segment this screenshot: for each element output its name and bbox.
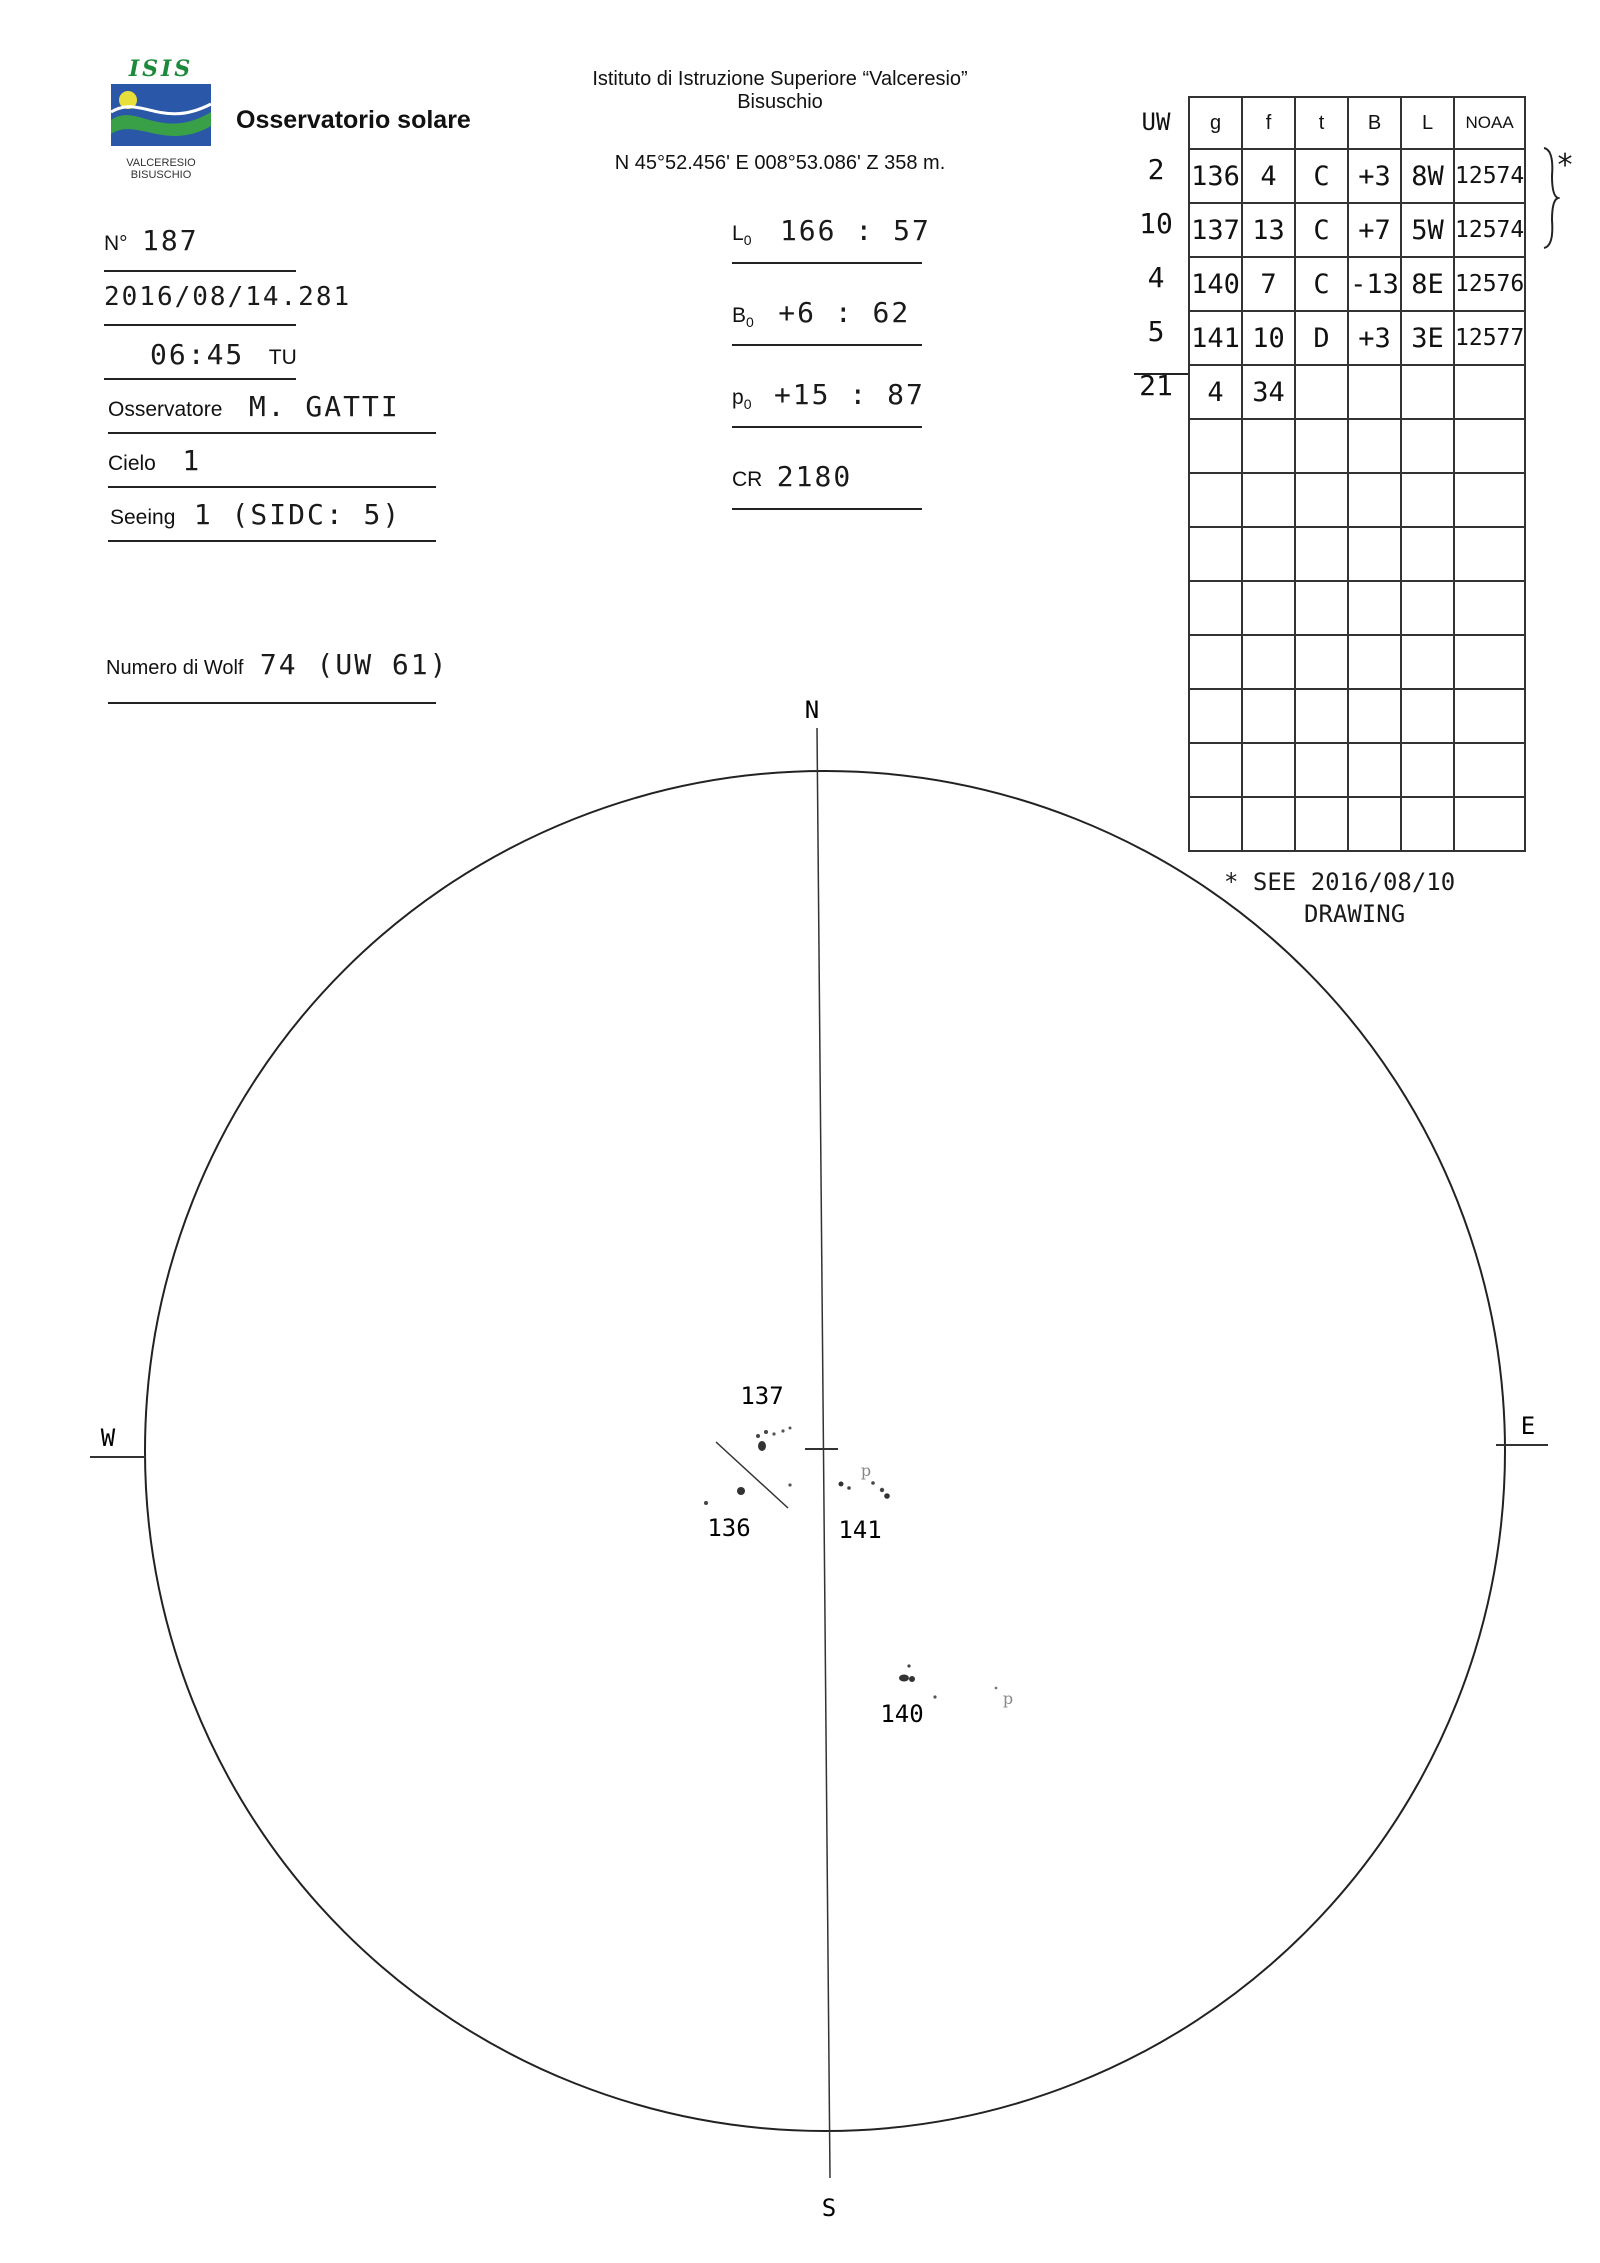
observer-label: Osservatore [108,398,223,421]
table-cell: +3 [1348,311,1401,365]
table-note-line-2: DRAWING [1304,900,1406,928]
record-number-value: 187 [142,224,199,257]
sunspot-group-141 [839,1481,890,1499]
uw-value: 5 [1147,315,1165,348]
table-cell: 7 [1242,257,1295,311]
wolf-label: Numero di Wolf [106,657,244,679]
uw-value: 4 [1147,261,1165,294]
l0-label: L [732,222,744,245]
column-header: B [1348,97,1401,149]
p0-value: +15 : 87 [773,378,925,411]
table-cell: +7 [1348,203,1401,257]
table-cell: 3E [1401,311,1454,365]
column-header: NOAA [1454,97,1525,149]
west-label: W [100,1424,116,1452]
bracket-asterisk: * [1556,148,1575,183]
logo-caption-2: BISUSCHIO [130,169,192,181]
column-header: L [1401,97,1454,149]
sky-label: Cielo [108,452,156,475]
north-south-axis [817,728,830,2178]
table-cell: 12574 [1454,149,1525,203]
seeing-label: Seeing [110,506,176,529]
observer-value: M. GATTI [248,390,400,423]
seeing-value: 1 (SIDC: 5) [193,498,402,531]
b0-value: +6 : 62 [778,296,911,329]
table-cell: 5W [1401,203,1454,257]
table-note-line-1: * SEE 2016/08/10 [1224,868,1456,896]
table-cell: C [1295,149,1348,203]
p0-label: p [732,386,744,409]
column-header: f [1242,97,1295,149]
table-cell: 136 [1189,149,1242,203]
group-136-pointer [716,1442,788,1508]
table-cell: C [1295,203,1348,257]
table-cell: 12576 [1454,257,1525,311]
north-label: N [804,696,820,724]
cr-value: 2180 [776,460,853,493]
table-cell: 34 [1242,365,1295,419]
group-label-136: 136 [707,1514,751,1542]
east-label: E [1520,1412,1536,1440]
observation-time-value: 06:45 [150,338,245,371]
table-cell: 8E [1401,257,1454,311]
group-label-137: 137 [740,1382,784,1410]
table-cell: 4 [1189,365,1242,419]
record-number-label: N° [104,232,128,255]
l0-value: 166 : 57 [779,214,931,247]
cr-label: CR [732,468,763,491]
b0-label: B [732,304,747,327]
l0-subscript: 0 [743,232,752,249]
table-cell: 137 [1189,203,1242,257]
uw-value: 21 [1139,369,1173,402]
penumbra-mark-141: p [860,1461,872,1480]
wolf-value: 74 (UW 61) [259,648,449,681]
group-label-141: 141 [838,1516,882,1544]
table-cell: -13 [1348,257,1401,311]
table-cell: C [1295,257,1348,311]
table-cell: 4 [1242,149,1295,203]
institute-line-2: Bisuschio [737,91,823,113]
table-cell: 8W [1401,149,1454,203]
column-header: g [1189,97,1242,149]
table-cell: 140 [1189,257,1242,311]
group-label-140: 140 [880,1700,924,1728]
solar-disk-outline [145,771,1505,2131]
logo-caption-1: VALCERESIO [126,157,196,169]
sunspot-group-136 [704,1483,792,1505]
table-cell: 13 [1242,203,1295,257]
institute-line-1: Istituto di Istruzione Superiore “Valceresio” [592,68,968,90]
table-cell: +3 [1348,149,1401,203]
table-cell: 12577 [1454,311,1525,365]
sky-value: 1 [182,444,202,477]
observatory-title: Osservatorio solare [236,106,471,134]
table-cell: D [1295,311,1348,365]
station-coordinates: N 45°52.456' E 008°53.086' Z 358 m. [614,152,946,174]
uw-value: 2 [1147,153,1165,186]
table-cell: 10 [1242,311,1295,365]
column-header: t [1295,97,1348,149]
table-cell: 12574 [1454,203,1525,257]
observation-date: 2016/08/14.281 [104,282,352,312]
observation-time-unit: TU [268,346,297,369]
p0-subscript: 0 [743,396,752,413]
sunspot-group-137 [756,1427,792,1452]
uw-header: UW [1141,108,1171,136]
sunspot-group-140 [899,1664,997,1698]
south-label: S [821,2194,837,2222]
penumbra-mark-140: p [1002,1689,1014,1708]
b0-subscript: 0 [746,314,754,331]
table-cell: 141 [1189,311,1242,365]
uw-value: 10 [1139,207,1173,240]
logo-mark: ISIS [128,56,194,82]
